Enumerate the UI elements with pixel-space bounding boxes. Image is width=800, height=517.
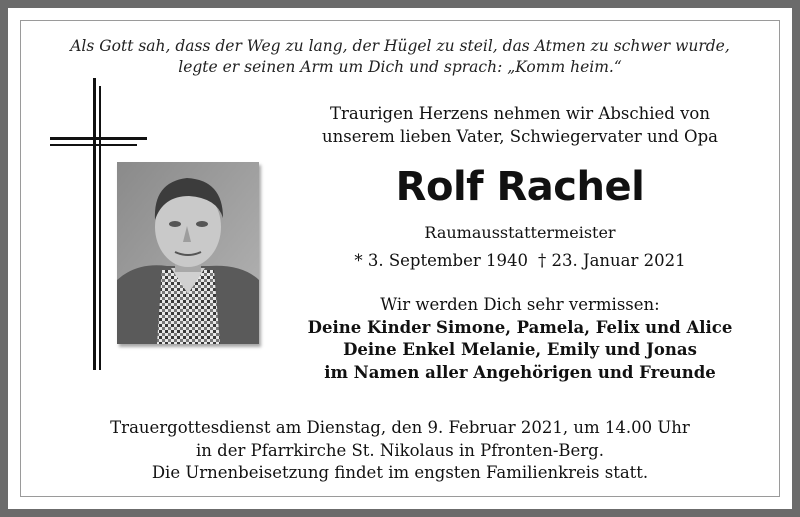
life-dates [290, 250, 750, 272]
intro-line-2: unserem lieben Vater, Schwiegervater und Opa [322, 127, 718, 146]
service-line-3: Die Urnenbeisetzung findet im engsten Familienkreis statt. [151, 463, 649, 482]
mourners-grandchildren: Deine Enkel Melanie, Emily und Jonas [343, 340, 697, 359]
deceased-profession: Raumausstattermeister [424, 223, 616, 242]
portrait-photo [117, 162, 259, 344]
service-info [40, 417, 760, 485]
service-line-2: in der Pfarrkirche St. Nikolaus in Pfronten-Berg. [196, 440, 604, 460]
mourners-block [290, 294, 750, 384]
motto-line-2: legte er seinen Arm um Dich und sprach: „Komm heim.“ [178, 58, 622, 76]
intro-line-1: Traurigen Herzens nehmen wir Abschied von [330, 104, 710, 123]
motto-quote [40, 36, 760, 78]
death-date: † 23. Januar 2021 [537, 251, 686, 270]
mourners-children: Deine Kinder Simone, Pamela, Felix und Alice [307, 317, 733, 337]
birth-date: * 3. September 1940 [354, 251, 528, 270]
mourners-lead: Wir werden Dich sehr vermissen: [380, 295, 660, 314]
motto-line-1: Als Gott sah, dass der Weg zu lang, der Hügel zu steil, das Atmen zu schwer wurde, [70, 37, 730, 55]
intro-text [290, 102, 750, 148]
mourners-relatives: im Namen aller Angehörigen und Freunde [324, 362, 716, 382]
service-line-1: Trauergottesdienst am Dienstag, den 9. Februar 2021, um 14.00 Uhr [110, 418, 690, 437]
deceased-name: Rolf Rachel [395, 164, 645, 210]
